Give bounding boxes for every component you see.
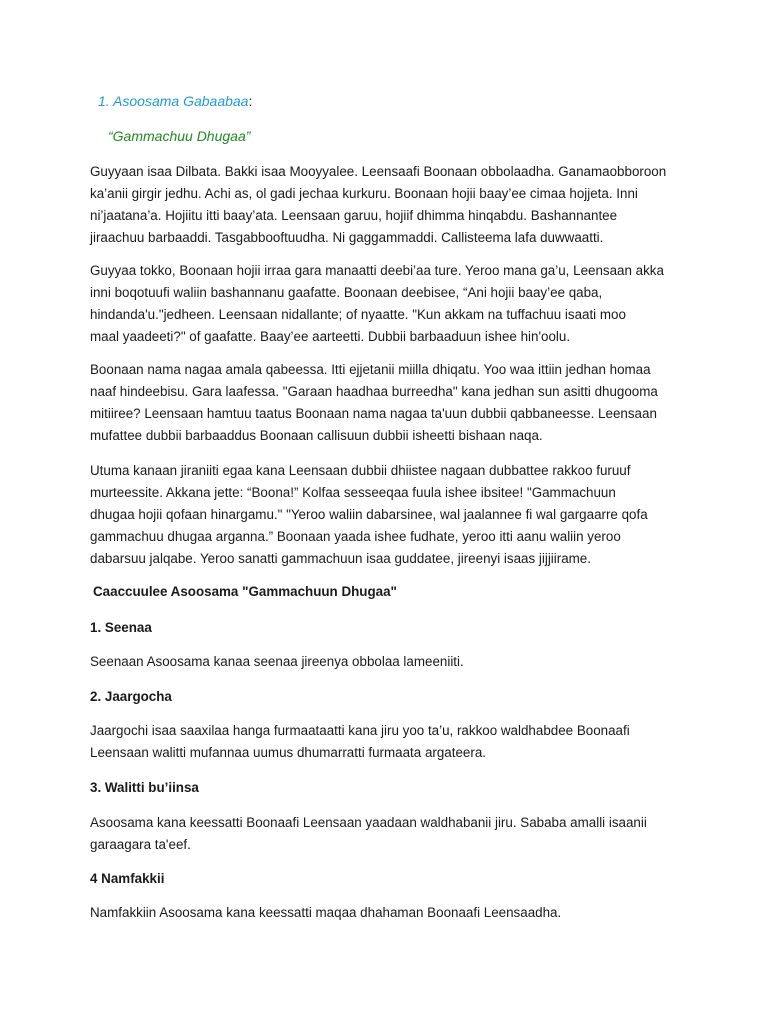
heading-colon: : xyxy=(248,93,253,109)
paragraph-line: Asoosama kana keessatti Boonaafi Leensaan yaadaan waldhabanii jiru. Sababa amalli isaanii xyxy=(90,815,647,830)
paragraph-line: hindanda'u."jedheen. Leensaan nidallante; of nyaatte. "Kun akkam na tuffachuu isaati moo xyxy=(90,307,626,322)
paragraph-line: dabarsuu jalqabe. Yeroo sanatti gammachuun isaa guddatee, jireenyi isaas jijjiirame. xyxy=(90,551,591,566)
paragraph-line: garaagara ta'eef. xyxy=(90,837,191,852)
story-paragraph-4 xyxy=(90,460,690,570)
story-paragraph-2 xyxy=(90,260,690,348)
paragraph-line: Boonaan nama nagaa amala qabeessa. Itti ejjetanii miilla dhiqatu. Yoo waa ittiin jedhan homaa xyxy=(90,362,651,377)
paragraph-line: ka’anii girgir jedhu. Achi as, ol gadi jechaa kurkuru. Boonaan hojii baay’ee cimaa hojjeta. Inni xyxy=(90,186,638,201)
analysis-title: Caaccuulee Asoosama "Gammachuun Dhugaa" xyxy=(93,584,397,599)
paragraph-line: Guyyaan isaa Dilbata. Bakki isaa Mooyyalee. Leensaafi Boonaan obbolaadha. Ganamaobboroon xyxy=(90,164,667,179)
story-paragraph-3 xyxy=(90,359,690,447)
section-heading xyxy=(98,93,252,109)
paragraph-line: dhugaa hojii qofaan hinargamu." "Yeroo waliin dabarsinee, wal jaalannee fi wal gargaarre qofa xyxy=(90,507,648,522)
paragraph-line: Leensaan walitti mufannaa uumus dhumarratti furmaata argateera. xyxy=(90,745,486,760)
analysis-heading-seenaa: 1. Seenaa xyxy=(90,620,152,635)
paragraph-line: mufattee dubbii barbaaddus Boonaan callisuun dubbii isheetti bishaan naqa. xyxy=(90,428,543,443)
paragraph-line: Namfakkiin Asoosama kana keessatti maqaa dhahaman Boonaafi Leensaadha. xyxy=(90,905,562,920)
analysis-heading-walitti-buiinsa: 3. Walitti bu’iinsa xyxy=(90,780,199,795)
analysis-text-jaargocha xyxy=(90,720,690,764)
story-title: “Gammachuu Dhugaa” xyxy=(108,128,251,144)
analysis-heading-jaargocha: 2. Jaargocha xyxy=(90,689,172,704)
analysis-heading-namfakkii: 4 Namfakkii xyxy=(90,871,165,886)
paragraph-line: ni’jaatana’a. Hojiitu itti baay’ata. Leensaan garuu, hojiif dhimma hinqabdu. Bashannantee xyxy=(90,208,618,223)
paragraph-line: Utuma kanaan jiraniiti egaa kana Leensaan dubbii dhiistee nagaan dubbattee rakkoo furuuf xyxy=(90,463,631,478)
analysis-text-walitti-buiinsa xyxy=(90,812,690,856)
paragraph-line: murteessite. Akkana jette: “Boona!” Kolfaa sesseeqaa fuula ishee ibsitee! "Gammachuun xyxy=(90,485,616,500)
paragraph-line: maal yaadeeti?" of gaafatte. Baay’ee aarteetti. Dubbii barbaaduun ishee hin'oolu. xyxy=(90,329,571,344)
analysis-text-namfakkii xyxy=(90,902,561,924)
analysis-text-seenaa xyxy=(90,651,464,673)
story-paragraph-1 xyxy=(90,161,690,249)
paragraph-line: Seenaan Asoosama kanaa seenaa jireenya obbolaa lameeniiti. xyxy=(90,654,464,669)
paragraph-line: gammachuu dhugaa arganna.” Boonaan yaada ishee fudhate, yeroo itti aanu waliin yeroo xyxy=(90,529,621,544)
paragraph-line: Guyyaa tokko, Boonaan hojii irraa gara manaatti deebi’aa ture. Yeroo mana ga’u, Leensaan akka xyxy=(90,263,664,278)
paragraph-line: inni boqotuufi waliin bashannanu gaafatte. Boonaan deebisee, “Ani hojii baay’ee qaba, xyxy=(90,285,603,300)
paragraph-line: mitiiree? Leensaan hamtuu taatus Boonaan nama nagaa ta'uun dubbii qabbaneesse. Leensaan xyxy=(90,406,657,421)
paragraph-line: Jaargochi isaa saaxilaa hanga furmaataatti kana jiru yoo ta’u, rakkoo waldhabdee Boonaafi xyxy=(90,723,630,738)
paragraph-line: jiraachuu barbaaddi. Tasgabbooftuudha. Ni gaggammaddi. Callisteema lafa duwwaatti. xyxy=(90,230,604,245)
section-heading-text: 1. Asoosama Gabaabaa xyxy=(98,93,249,109)
paragraph-line: naaf hindeebisu. Gara laafessa. "Garaan haadhaa burreedha" kana jedhan sun asitti dhugooma xyxy=(90,384,658,399)
